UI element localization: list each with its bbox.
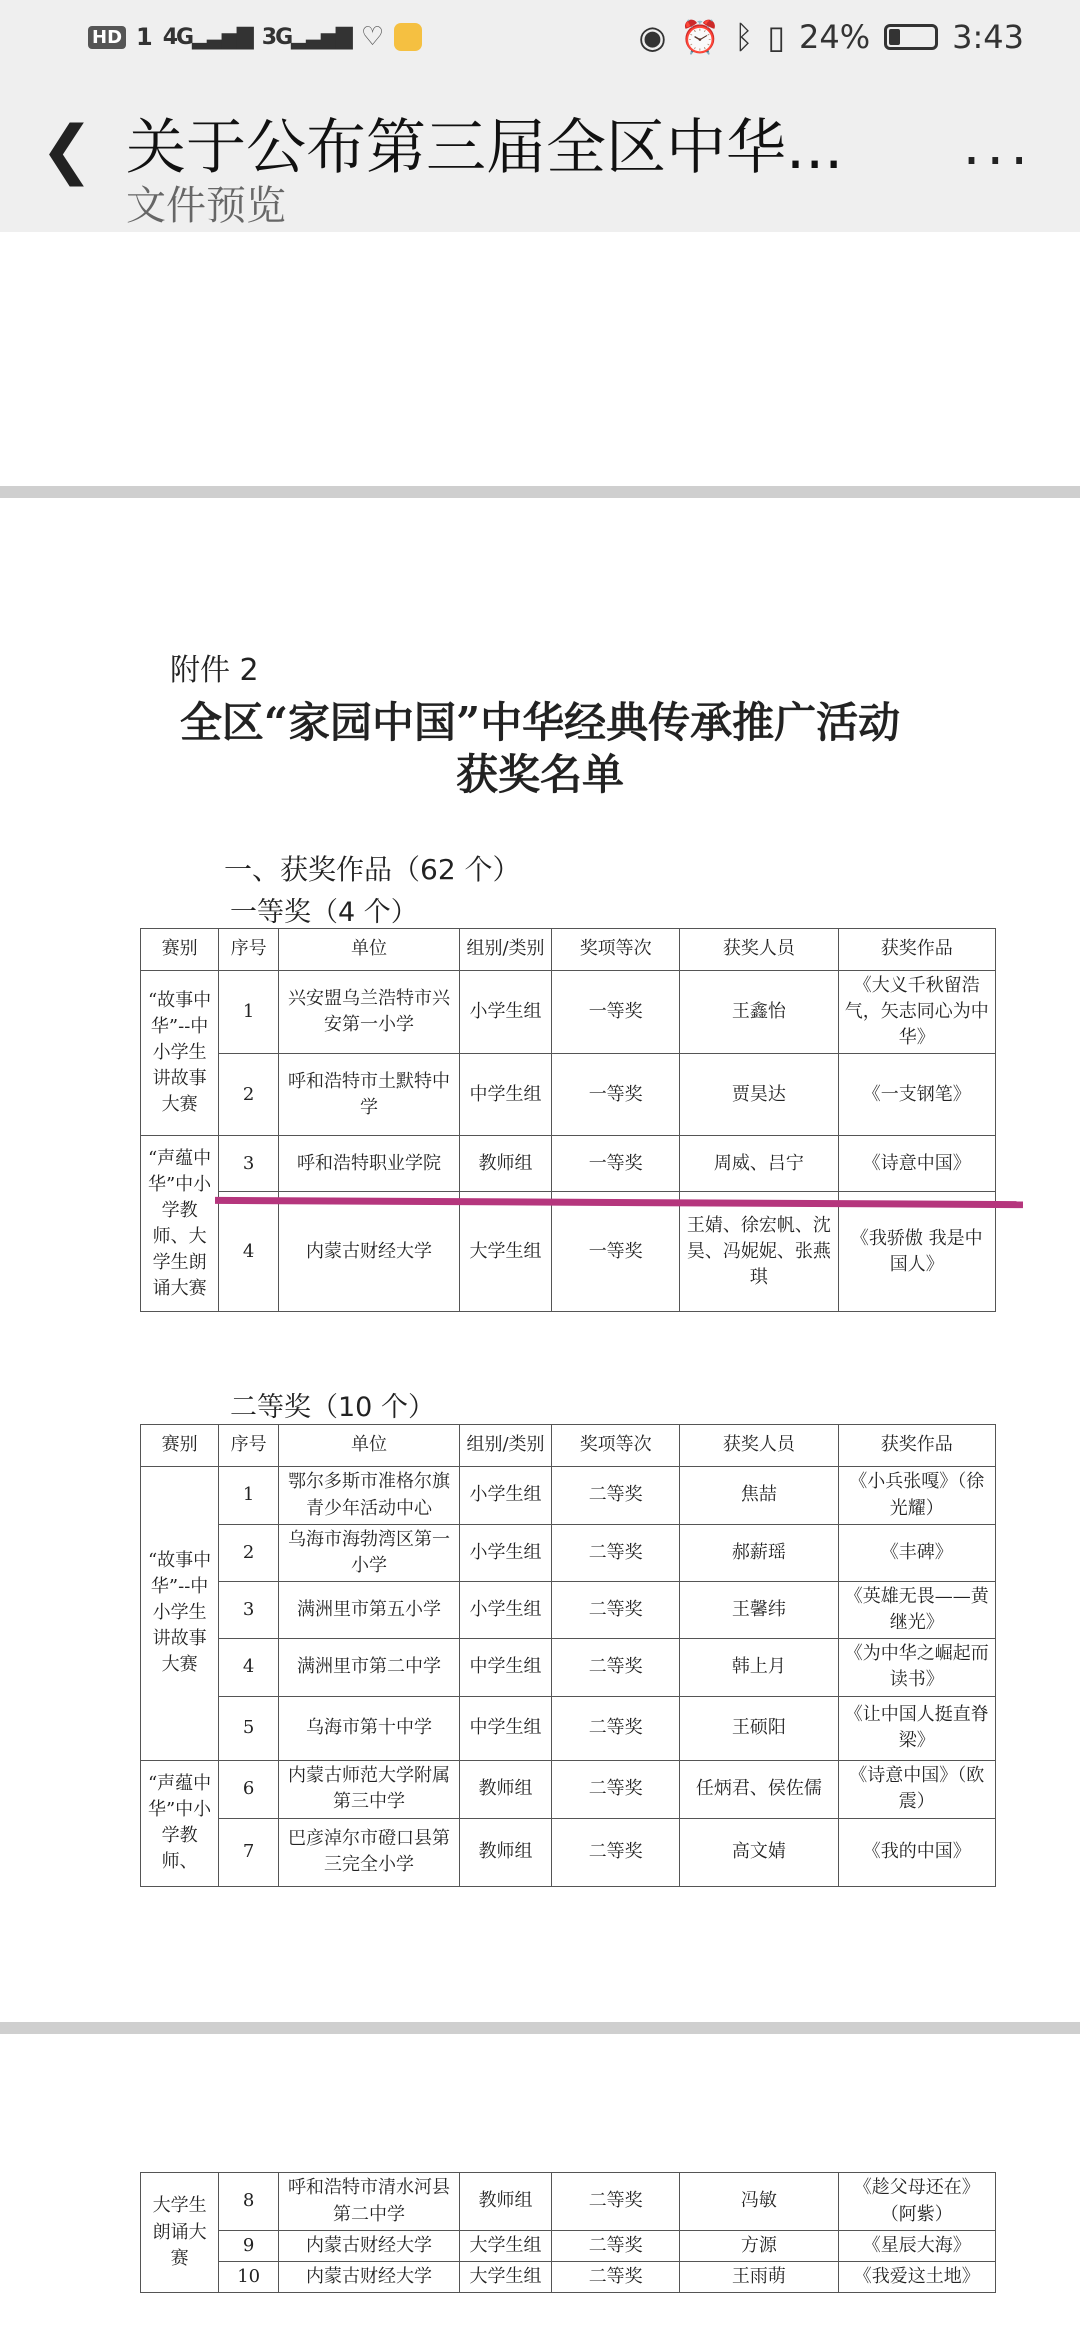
page2-table [140,2172,996,2293]
column-header: 获奖作品 [838,1425,995,1467]
row-number: 2 [219,1054,279,1136]
column-header: 序号 [219,1425,279,1467]
people-cell: 王馨纬 [680,1582,838,1639]
table-header-row [141,929,996,971]
work-cell: 《我爱这土地》 [838,2262,995,2293]
work-cell: 《诗意中国》 [838,1136,995,1192]
category-cell: “故事中华”--中小学生讲故事大赛 [141,1467,219,1761]
unit-cell: 呼和浩特职业学院 [279,1136,460,1192]
status-bar [0,0,1080,82]
work-cell: 《小兵张嘎》（徐光耀） [838,1467,995,1525]
row-number: 1 [219,971,279,1054]
battery-percent: 24% [799,18,871,56]
table-row [141,2173,996,2231]
unit-cell: 内蒙古财经大学 [279,2231,460,2262]
column-header: 获奖人员 [680,1425,838,1467]
page-title: 关于公布第三届全区中华... [126,113,844,183]
work-cell: 《我骄傲 我是中国人》 [838,1192,995,1312]
group-cell: 教师组 [459,2173,551,2231]
level-cell: 一等奖 [552,1054,680,1136]
group-cell: 小学生组 [459,1525,551,1582]
eye-icon: ◉ [638,18,667,56]
row-number: 8 [219,2173,279,2231]
section-heading: 一、获奖作品（62 个） [224,853,521,886]
row-number: 4 [219,1639,279,1696]
unit-cell: 满洲里市第五小学 [279,1582,460,1639]
work-cell: 《星辰大海》 [838,2231,995,2262]
row-number: 2 [219,1525,279,1582]
level-cell: 二等奖 [552,1582,680,1639]
group-cell: 教师组 [459,1818,551,1886]
group-cell: 教师组 [459,1136,551,1192]
document-subtitle: 获奖名单 [455,750,624,799]
people-cell: 任炳君、侯佐儒 [680,1760,838,1818]
second-prize-heading: 二等奖（10 个） [230,1392,435,1423]
column-header: 单位 [279,929,460,971]
battery-icon [884,24,938,50]
unit-cell: 呼和浩特市清水河县第二中学 [279,2173,460,2231]
group-cell: 教师组 [459,1760,551,1818]
level-cell: 二等奖 [552,1760,680,1818]
clock: 3:43 [952,18,1024,56]
bluetooth-icon: ᛒ [734,18,754,56]
app-bar [0,0,1080,232]
level-cell: 一等奖 [552,971,680,1054]
alarm-icon: ⏰ [680,18,721,56]
column-header: 奖项等次 [552,1425,680,1467]
work-cell: 《为中华之崛起而读书》 [838,1639,995,1696]
first-prize-table [140,928,996,1312]
column-header: 单位 [279,1425,460,1467]
unit-cell: 乌海市海勃湾区第一小学 [279,1525,460,1582]
level-cell: 二等奖 [552,1525,680,1582]
table-row [141,1525,996,1582]
people-cell: 韩上月 [680,1639,838,1696]
table-row [141,2231,996,2262]
level-cell: 二等奖 [552,2173,680,2231]
work-cell: 《英雄无畏——黄继光》 [838,1582,995,1639]
network-type-2: 3G [261,24,292,50]
row-number: 9 [219,2231,279,2262]
network-type-1: 4G [162,24,193,50]
table-row [141,2262,996,2293]
group-cell: 中学生组 [459,1054,551,1136]
signal-icon: 4G▂▃▅▇ [162,24,252,50]
sim-number: 1 [136,23,153,51]
health-icon: ♡ [360,22,385,52]
level-cell: 二等奖 [552,2231,680,2262]
work-cell: 《我的中国》 [838,1818,995,1886]
work-cell: 《一支钢笔》 [838,1054,995,1136]
row-number: 1 [219,1467,279,1525]
level-cell: 二等奖 [552,2262,680,2293]
level-cell: 二等奖 [552,1696,680,1760]
column-header: 赛别 [141,1425,219,1467]
work-cell: 《大义千秋留浩气，矢志同心为中华》 [838,971,995,1054]
unit-cell: 内蒙古师范大学附属第三中学 [279,1760,460,1818]
unit-cell: 内蒙古财经大学 [279,2262,460,2293]
vibrate-icon: ▯ [767,18,786,56]
table-row [141,1696,996,1760]
column-header: 奖项等次 [552,929,680,971]
document-title: 全区“家园中国”中华经典传承推广活动 [179,698,901,747]
category-cell: 大学生朗诵大赛 [141,2173,219,2293]
unit-cell: 满洲里市第二中学 [279,1639,460,1696]
level-cell: 一等奖 [552,1136,680,1192]
battery-fill [889,29,900,45]
people-cell: 王硕阳 [680,1696,838,1760]
column-header: 获奖作品 [838,929,995,971]
column-header: 赛别 [141,929,219,971]
row-number: 3 [219,1582,279,1639]
row-number: 6 [219,1760,279,1818]
column-header: 序号 [219,929,279,971]
work-cell: 《让中国人挺直脊梁》 [838,1696,995,1760]
group-cell: 小学生组 [459,1582,551,1639]
column-header: 组别/类别 [459,1425,551,1467]
category-cell: “故事中华”--中小学生讲故事大赛 [141,971,219,1136]
table-row [141,1760,996,1818]
hd-badge: HD [88,26,126,49]
work-cell: 《丰碑》 [838,1525,995,1582]
people-cell: 冯敏 [680,2173,838,2231]
column-header: 组别/类别 [459,929,551,971]
first-prize-heading: 一等奖（4 个） [230,897,418,928]
level-cell: 一等奖 [552,1192,680,1312]
people-cell: 王婧、徐宏帆、沈昊、冯妮妮、张燕琪 [680,1192,838,1312]
page-separator [0,486,1080,498]
level-cell: 二等奖 [552,1818,680,1886]
people-cell: 周威、吕宁 [680,1136,838,1192]
group-cell: 大学生组 [459,1192,551,1312]
people-cell: 王鑫怡 [680,971,838,1054]
people-cell: 王雨萌 [680,2262,838,2293]
table-row [141,1192,996,1312]
row-number: 10 [219,2262,279,2293]
people-cell: 方源 [680,2231,838,2262]
column-header: 获奖人员 [680,929,838,971]
signal-icon-2: 3G▂▃▅▇ [261,24,351,50]
more-menu-icon[interactable]: ... [962,113,1034,178]
unit-cell: 乌海市第十中学 [279,1696,460,1760]
group-cell: 小学生组 [459,971,551,1054]
people-cell: 郝薪瑶 [680,1525,838,1582]
table-row [141,1136,996,1192]
group-cell: 中学生组 [459,1639,551,1696]
table-row [141,1054,996,1136]
group-cell: 大学生组 [459,2231,551,2262]
group-cell: 中学生组 [459,1696,551,1760]
app-notification-icon [394,23,422,51]
category-cell: “声蕴中华”中小学教师、大学生朗诵大赛 [141,1136,219,1312]
table-row [141,1818,996,1886]
group-cell: 大学生组 [459,2262,551,2293]
people-cell: 高文婧 [680,1818,838,1886]
unit-cell: 内蒙古财经大学 [279,1192,460,1312]
row-number: 3 [219,1136,279,1192]
second-prize-table [140,1424,996,1887]
unit-cell: 巴彦淖尔市磴口县第三完全小学 [279,1818,460,1886]
row-number: 7 [219,1818,279,1886]
unit-cell: 兴安盟乌兰浩特市兴安第一小学 [279,971,460,1054]
page-separator [0,2022,1080,2034]
unit-cell: 呼和浩特市土默特中学 [279,1054,460,1136]
work-cell: 《趁父母还在》（阿紫） [838,2173,995,2231]
unit-cell: 鄂尔多斯市准格尔旗青少年活动中心 [279,1467,460,1525]
group-cell: 小学生组 [459,1467,551,1525]
table-row [141,1639,996,1696]
people-cell: 焦喆 [680,1467,838,1525]
table-row [141,1582,996,1639]
table-row [141,1467,996,1525]
work-cell: 《诗意中国》（欧震） [838,1760,995,1818]
category-cell: “声蕴中华”中小学教师、 [141,1760,219,1886]
level-cell: 二等奖 [552,1639,680,1696]
row-number: 4 [219,1192,279,1312]
level-cell: 二等奖 [552,1467,680,1525]
page-subtitle: 文件预览 [126,183,286,229]
row-number: 5 [219,1696,279,1760]
attachment-label: 附件 2 [170,653,259,688]
table-header-row [141,1425,996,1467]
people-cell: 贾昊达 [680,1054,838,1136]
table-row [141,971,996,1054]
back-arrow-icon[interactable]: ❮ [40,113,94,187]
